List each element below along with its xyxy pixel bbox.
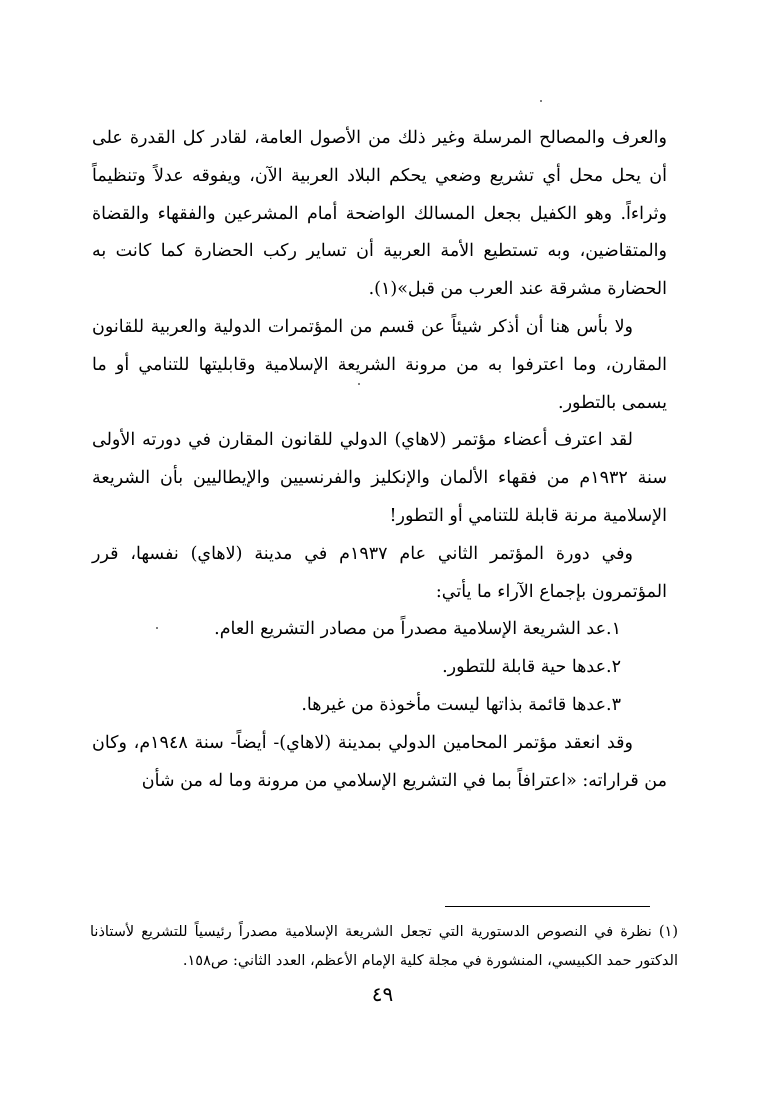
scan-speck xyxy=(540,100,542,102)
footnote-separator xyxy=(445,906,650,907)
paragraph-continuation: والعرف والمصالح المرسلة وغير ذلك من الأصول العامة، لقادر كل القدرة على أن يحل محل أي تشريع وضعي يحكم البلاد العربية الآن، ويفوقه عدلاً وتنظيماً وثراءاً. وهو الكفيل بجعل المسالك الواضحة أمام المشرعين والفقهاء والقضاة والمتقاضين، وبه تستطيع الأمة العربية أن تساير ركب الحضارة كما كانت به الحضارة مشرقة عند العرب من قبل»(١). xyxy=(92,128,667,300)
footnote-1: (١) نظرة في النصوص الدستورية التي تجعل الشريعة الإسلامية مصدراً رئيسياً للتشريع لأستاذنا الدكتور حمد الكبيسي، المنشورة في مجلة كلية الإمام الأعظم، العدد الثاني: ص١٥٨. xyxy=(90,924,678,969)
scan-speck xyxy=(156,627,158,629)
paragraph-conferences-intro: ولا بأس هنا أن أذكر شيئاً عن قسم من المؤتمرات الدولية والعربية للقانون المقارن، وما اعترفوا به من مرونة الشريعة الإسلامية وقابليتها للتنامي أو ما يسمى بالتطور. xyxy=(92,316,667,413)
paragraph-hague-1932: لقد اعترف أعضاء مؤتمر (لاهاي) الدولي للقانون المقارن في دورته الأولى سنة ١٩٣٢م من فقهاء الألمان والإنكليز والفرنسيين والإيطاليين بأن الشريعة الإسلامية مرنة قابلة للتنامي أو التطور! xyxy=(92,430,667,526)
page-number: ٤٩ xyxy=(371,982,394,1006)
paragraph-hague-1948: وقد انعقد مؤتمر المحامين الدولي بمدينة (لاهاي)- أيضاً- سنة ١٩٤٨م، وكان من قراراته: «اعترافاً بما في التشريع الإسلامي من مرونة وما له من شأن xyxy=(92,732,667,791)
list-item: ٣.عدها قائمة بذاتها ليست مأخوذة من غيرها. xyxy=(301,694,621,715)
footnotes xyxy=(90,918,678,976)
list-item: ١.عد الشريعة الإسلامية مصدراً من مصادر التشريع العام. xyxy=(214,619,621,640)
scan-speck xyxy=(358,383,360,385)
resolutions-list xyxy=(92,611,667,724)
list-item: ٢.عدها حية قابلة للتطور. xyxy=(442,657,621,678)
main-text xyxy=(92,120,667,800)
paragraph-hague-1937: وفي دورة المؤتمر الثاني عام ١٩٣٧م في مدينة (لاهاي) نفسها، قرر المؤتمرون بإجماع الآراء ما يأتي: xyxy=(92,543,667,602)
